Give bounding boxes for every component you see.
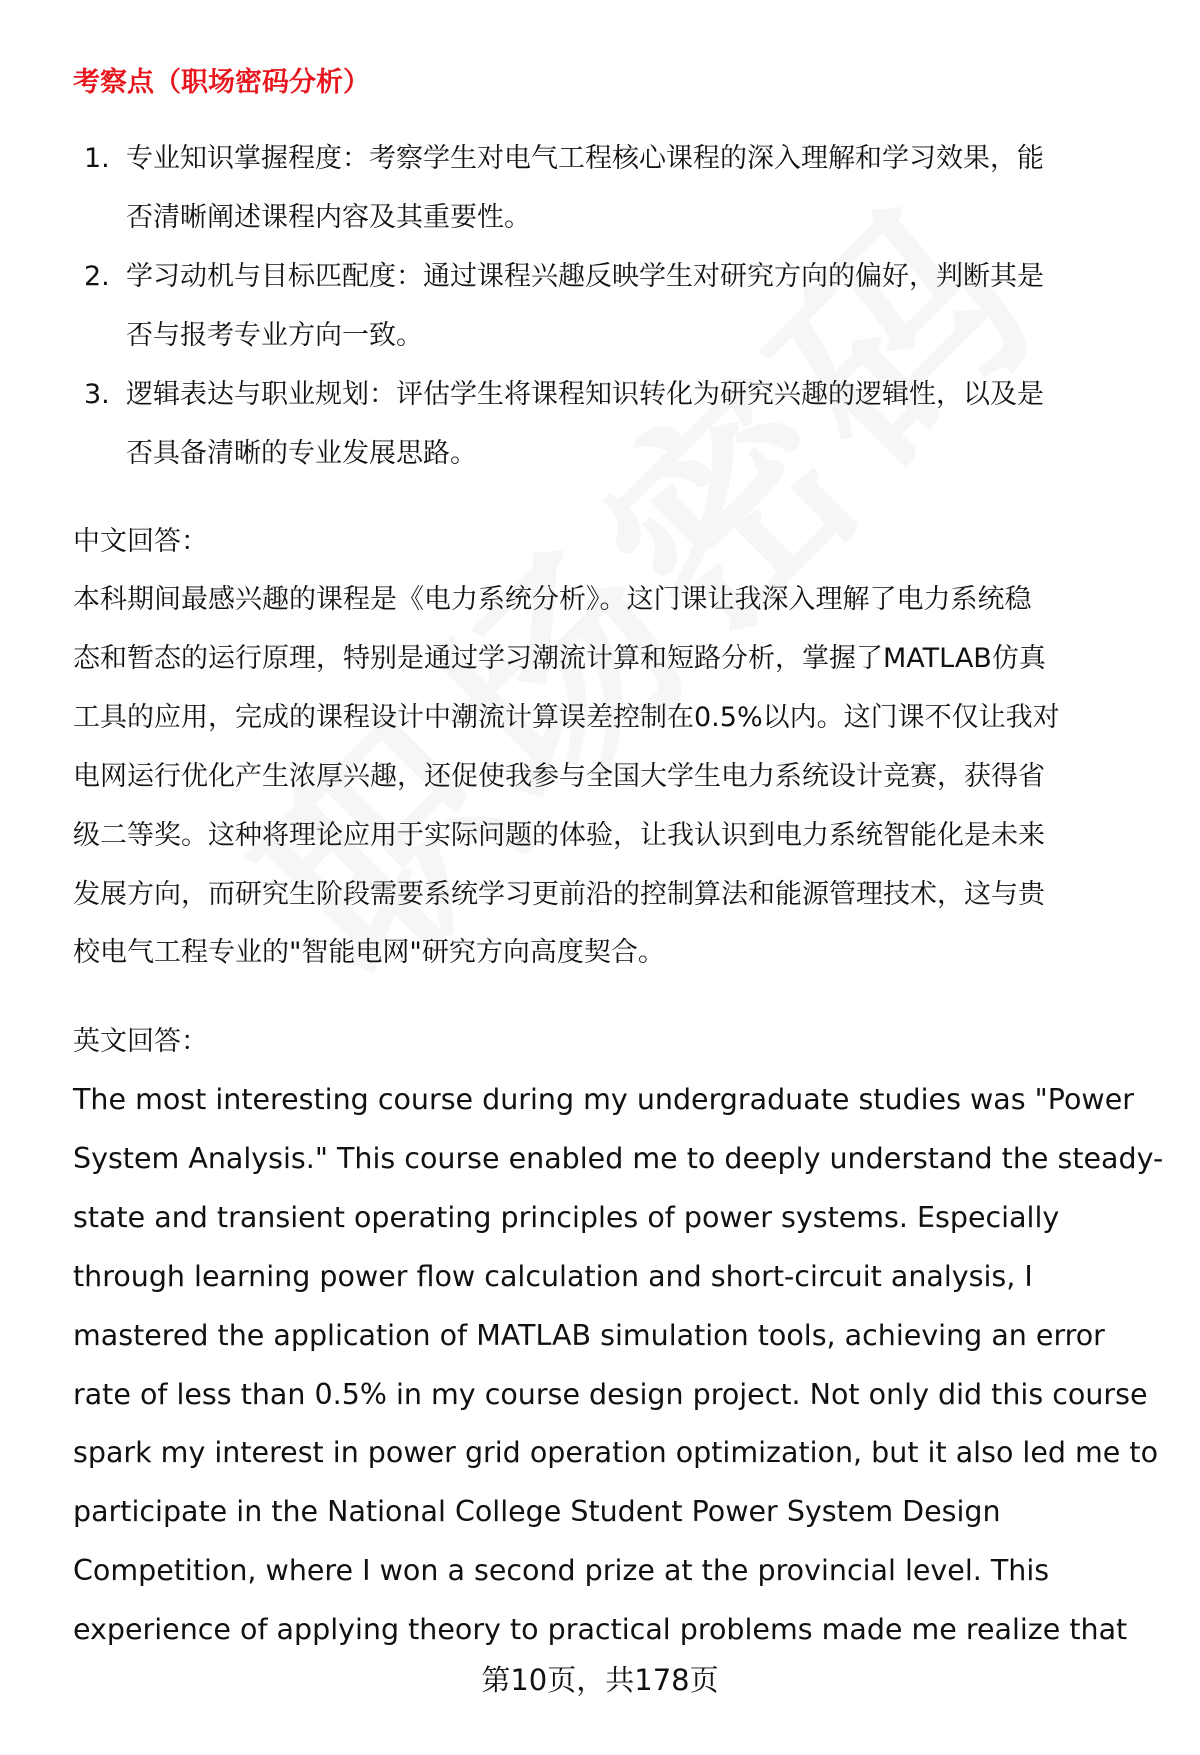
list-number: 1. — [84, 143, 110, 174]
chinese-answer-line: 本科期间最感兴趣的课程是《电力系统分析》。这门课让我深入理解了电力系统稳 — [73, 584, 1032, 615]
english-answer-line: Competition, where I won a second prize at the provincial level. This — [73, 1554, 1050, 1588]
english-answer-line: through learning power flow calculation and short-circuit analysis, I — [73, 1259, 1033, 1293]
chinese-answer-line: 工具的应用，完成的课程设计中潮流计算误差控制在0.5%以内。这门课不仅让我对 — [73, 701, 1060, 733]
english-answer-line: spark my interest in power grid operation optimization, but it also led me to — [73, 1436, 1159, 1470]
list-item-text: 否清晰阐述课程内容及其重要性。 — [126, 201, 531, 233]
chinese-answer-line: 电网运行优化产生浓厚兴趣，还促使我参与全国大学生电力系统设计竞赛，获得省 — [73, 760, 1045, 792]
english-answer-line: participate in the National College Student Power System Design — [73, 1495, 1001, 1529]
english-answer-line: rate of less than 0.5% in my course design project. Not only did this course — [73, 1377, 1148, 1411]
list-item-text: 逻辑表达与职业规划：评估学生将课程知识转化为研究兴趣的逻辑性，以及是 — [126, 378, 1044, 410]
list-item-text: 学习动机与目标匹配度：通过课程兴趣反映学生对研究方向的偏好，判断其是 — [126, 260, 1044, 292]
english-answer-label: 英文回答： — [73, 1026, 208, 1057]
chinese-answer-line: 发展方向，而研究生阶段需要系统学习更前沿的控制算法和能源管理技术，这与贵 — [73, 878, 1045, 910]
chinese-answer-line: 级二等奖。这种将理论应用于实际问题的体验，让我认识到电力系统智能化是未来 — [73, 819, 1045, 851]
page-number: 第10页，共178页 — [481, 1663, 719, 1697]
section-title: 考察点（职场密码分析） — [73, 67, 370, 98]
english-answer-line: experience of applying theory to practical problems made me realize that — [73, 1613, 1128, 1647]
chinese-answer-label: 中文回答： — [73, 526, 208, 557]
english-answer-line: mastered the application of MATLAB simulation tools, achieving an error — [73, 1318, 1105, 1352]
english-answer-line: System Analysis." This course enabled me to deeply understand the steady- — [73, 1141, 1164, 1175]
list-item-text: 专业知识掌握程度：考察学生对电气工程核心课程的深入理解和学习效果，能 — [126, 143, 1044, 174]
list-item-text: 否与报考专业方向一致。 — [126, 319, 423, 351]
english-answer-line: state and transient operating principles of power systems. Especially — [73, 1200, 1060, 1234]
list-number: 2. — [84, 260, 110, 292]
english-answer-line: The most interesting course during my undergraduate studies was "Power — [73, 1083, 1134, 1116]
list-item-text: 否具备清晰的专业发展思路。 — [126, 437, 477, 469]
chinese-answer-line: 校电气工程专业的"智能电网"研究方向高度契合。 — [73, 937, 665, 969]
chinese-answer-line: 态和暂态的运行原理，特别是通过学习潮流计算和短路分析，掌握了MATLAB仿真 — [73, 642, 1046, 674]
list-number: 3. — [84, 378, 110, 410]
